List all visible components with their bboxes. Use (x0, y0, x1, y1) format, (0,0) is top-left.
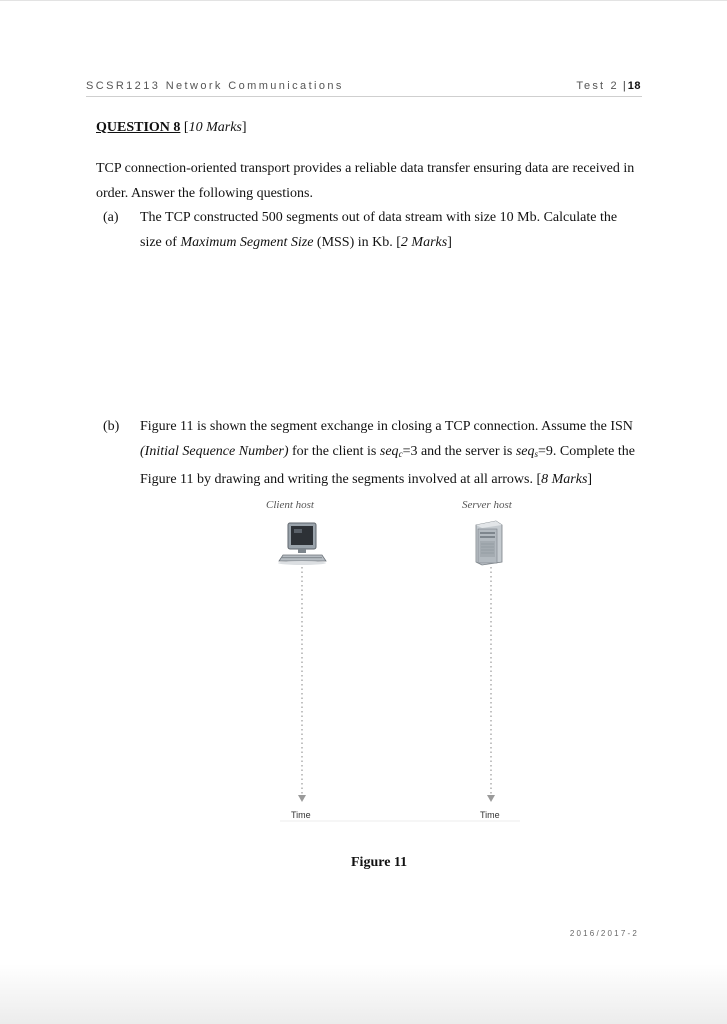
isn-term: (Initial Sequence Number) (140, 444, 289, 459)
seq-s-var: seq (515, 444, 535, 459)
part-b-line-3-end: ] (587, 472, 593, 487)
seq-s-val: =9. Complete the (538, 444, 635, 459)
mss-term: Maximum Segment Size (180, 235, 314, 250)
server-time-arrowhead (487, 795, 495, 802)
marks-close: ] (241, 120, 247, 135)
marks-value: 10 Marks (188, 120, 242, 135)
seq-c-var: seq (379, 444, 399, 459)
part-a-marks: 2 Marks (400, 235, 448, 250)
seq-c-val: =3 and the server is (402, 444, 516, 459)
intro-line-1: TCP connection-oriented transport provides a reliable data transfer ensuring data are received in (96, 161, 635, 176)
part-a-line-2 (140, 230, 656, 255)
figure-caption: Figure 11 (351, 855, 408, 870)
client-time-arrowhead (298, 795, 306, 802)
part-a-line-1: The TCP constructed 500 segments out of data stream with size 10 Mb. Calculate the (140, 210, 618, 225)
part-a-text (140, 205, 656, 255)
part-b-line-3-pre: Figure 11 by drawing and writing the segments involved at all arrows. [ (140, 472, 542, 487)
part-b-line-3 (140, 467, 656, 492)
test-label: Test 2 (576, 80, 619, 92)
client-host-label: Client host (266, 499, 314, 511)
server-time-label: Time (480, 810, 500, 820)
tcp-close-figure (250, 515, 530, 825)
part-a-label: (a) (103, 210, 119, 225)
question-marks (184, 120, 247, 135)
intro-line-2: order. Answer the following questions. (96, 186, 313, 201)
term-footer: 2016/2017-2 (569, 929, 639, 938)
part-a-line-2-pre: size of (140, 235, 181, 250)
part-a-line-2-end: ] (447, 235, 452, 250)
seq-s-sub: s (534, 449, 539, 459)
seq-c-sub: c (398, 449, 403, 459)
part-b-label: (b) (103, 419, 120, 434)
question-intro (96, 156, 656, 206)
top-border (0, 0, 727, 1)
marks-open: [ (183, 120, 189, 135)
part-b-text (140, 414, 656, 492)
client-computer-icon (278, 523, 326, 565)
part-a-line-2-post: (MSS) in Kb. [ (313, 235, 401, 250)
server-host-label: Server host (462, 499, 512, 511)
part-b-line-2 (140, 439, 656, 467)
question-heading (96, 120, 247, 136)
page-header-right (576, 80, 641, 92)
header-separator: | (622, 80, 626, 92)
part-b-marks: 8 Marks (541, 472, 588, 487)
question-title: QUESTION 8 (96, 120, 181, 135)
page-number: 18 (627, 80, 641, 92)
part-b-line-1: Figure 11 is shown the segment exchange in closing a TCP connection. Assume the ISN (140, 419, 633, 434)
part-b-line-2-a: for the client is (288, 444, 380, 459)
bottom-shade (0, 964, 727, 1024)
course-header: SCSR1213 Network Communications (86, 80, 344, 92)
server-tower-icon (476, 521, 502, 565)
header-rule (86, 96, 642, 97)
client-time-label: Time (291, 810, 311, 820)
